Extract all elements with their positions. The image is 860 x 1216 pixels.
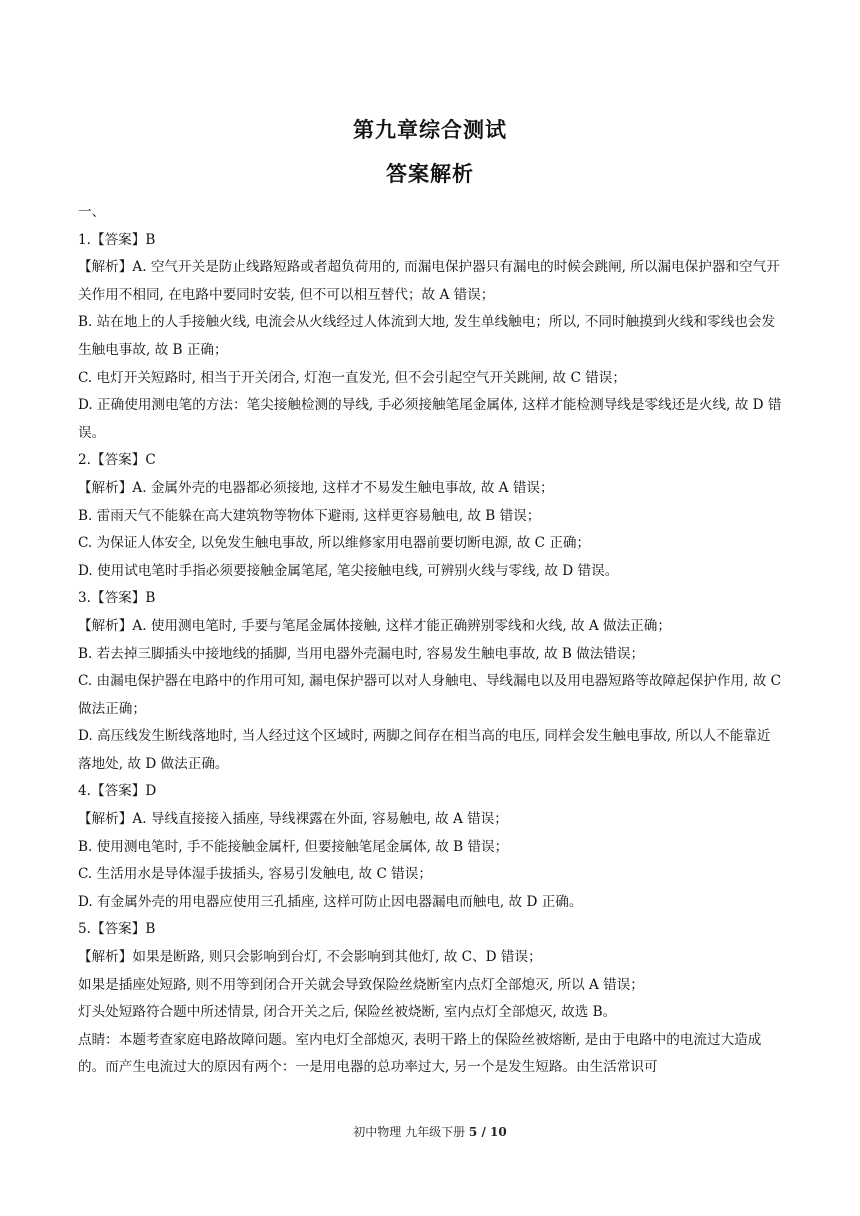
explanation-line: 【解析】如果是断路, 则只会影响到台灯, 不会影响到其他灯, 故 C、D 错误；	[78, 949, 542, 966]
answer-line: 1.【答案】B	[78, 231, 156, 248]
explanation-line: B. 使用测电笔时, 手不能接触金属杆, 但要接触笔尾金属体, 故 B 错误；	[78, 838, 509, 855]
page-footer	[0, 1123, 860, 1140]
explanation-line: D. 使用试电笔时手指必须要接触金属笔尾, 笔尖接触电线, 可辨别火线与零线, 故 D 错误。	[78, 562, 619, 579]
explanation-line: 如果是插座处短路, 则不用等到闭合开关就会导致保险丝烧断室内点灯全部熄灭, 所以 A 错误；	[78, 976, 644, 993]
explanation-line: 点睛：本题考查家庭电路故障问题。室内电灯全部熄灭, 表明干路上的保险丝被熔断, 是由于电路中的电流过大造成的。而产生电流过大的原因有两个：一是用电器的总功率过大, 另一个是发生短路。由生活常识可	[78, 1031, 762, 1076]
answer-line: 2.【答案】C	[78, 452, 156, 469]
question-block-2	[78, 447, 784, 585]
explanation-line: C. 由漏电保护器在电路中的作用可知, 漏电保护器可以对人身触电、导线漏电以及用电器短路等故障起保护作用, 故 C 做法正确；	[78, 673, 786, 717]
explanation-line: C. 生活用水是导体湿手拔插头, 容易引发触电, 故 C 错误；	[78, 866, 432, 883]
explanation-line: B. 站在地上的人手接触火线, 电流会从火线经过人体流到大地, 发生单线触电；所以, 不同时触摸到火线和零线也会发生触电事故, 故 B 正确；	[78, 314, 776, 358]
question-block-1	[78, 227, 784, 448]
explanation-line: C. 电灯开关短路时, 相当于开关闭合, 灯泡一直发光, 但不会引起空气开关跳闸, 故 C 错误；	[78, 369, 626, 386]
page-subtitle: 答案解析	[386, 162, 474, 186]
footer-text: 初中物理 九年级下册	[353, 1125, 469, 1139]
question-block-4	[78, 778, 784, 916]
section-heading: 一、	[78, 204, 106, 220]
answer-line: 4.【答案】D	[78, 783, 157, 800]
explanation-line: 【解析】A. 空气开关是防止线路短路或者超负荷用的, 而漏电保护器只有漏电的时候会跳闸, 所以漏电保护器和空气开关作用不相同, 在电路中要同时安装, 但不可以相互替代；故 A 错误；	[78, 259, 780, 303]
explanation-line: D. 有金属外壳的用电器应使用三孔插座, 这样可防止因电器漏电而触电, 故 D 正确。	[78, 893, 583, 910]
question-block-5	[78, 916, 784, 1082]
explanation-line: B. 雷雨天气不能躲在高大建筑物等物体下避雨, 这样更容易触电, 故 B 错误；	[78, 507, 541, 524]
question-block-3	[78, 585, 784, 778]
explanation-line: 灯头处短路符合题中所述情景, 闭合开关之后, 保险丝被烧断, 室内点灯全部熄灭, 故选 B。	[78, 1004, 617, 1021]
explanation-line: 【解析】A. 导线直接接入插座, 导线裸露在外面, 容易触电, 故 A 错误；	[78, 811, 508, 828]
page-title: 第九章综合测试	[353, 118, 507, 142]
explanation-line: C. 为保证人体安全, 以免发生触电事故, 所以维修家用电器前要切断电源, 故 C 正确；	[78, 535, 591, 552]
explanation-line: D. 高压线发生断线落地时, 当人经过这个区域时, 两脚之间存在相当高的电压, 同样会发生触电事故, 所以人不能靠近落地处, 故 D 做法正确。	[78, 728, 771, 772]
explanation-line: 【解析】A. 金属外壳的电器都必须接地, 这样才不易发生触电事故, 故 A 错误；	[78, 479, 554, 496]
explanation-line: D. 正确使用测电笔的方法：笔尖接触检测的导线, 手必须接触笔尾金属体, 这样才能检测导线是零线还是火线, 故 D 错误。	[78, 397, 782, 441]
answer-content	[78, 199, 784, 1082]
explanation-line: B. 若去掉三脚插头中接地线的插脚, 当用电器外壳漏电时, 容易发生触电事故, 故 B 做法错误；	[78, 645, 645, 662]
page-number: 5 / 10	[468, 1125, 507, 1139]
explanation-line: 【解析】A. 使用测电笔时, 手要与笔尾金属体接触, 这样才能正确辨别零线和火线, 故 A 做法正确；	[78, 617, 671, 634]
answer-line: 3.【答案】B	[78, 590, 156, 607]
answer-line: 5.【答案】B	[78, 921, 156, 938]
